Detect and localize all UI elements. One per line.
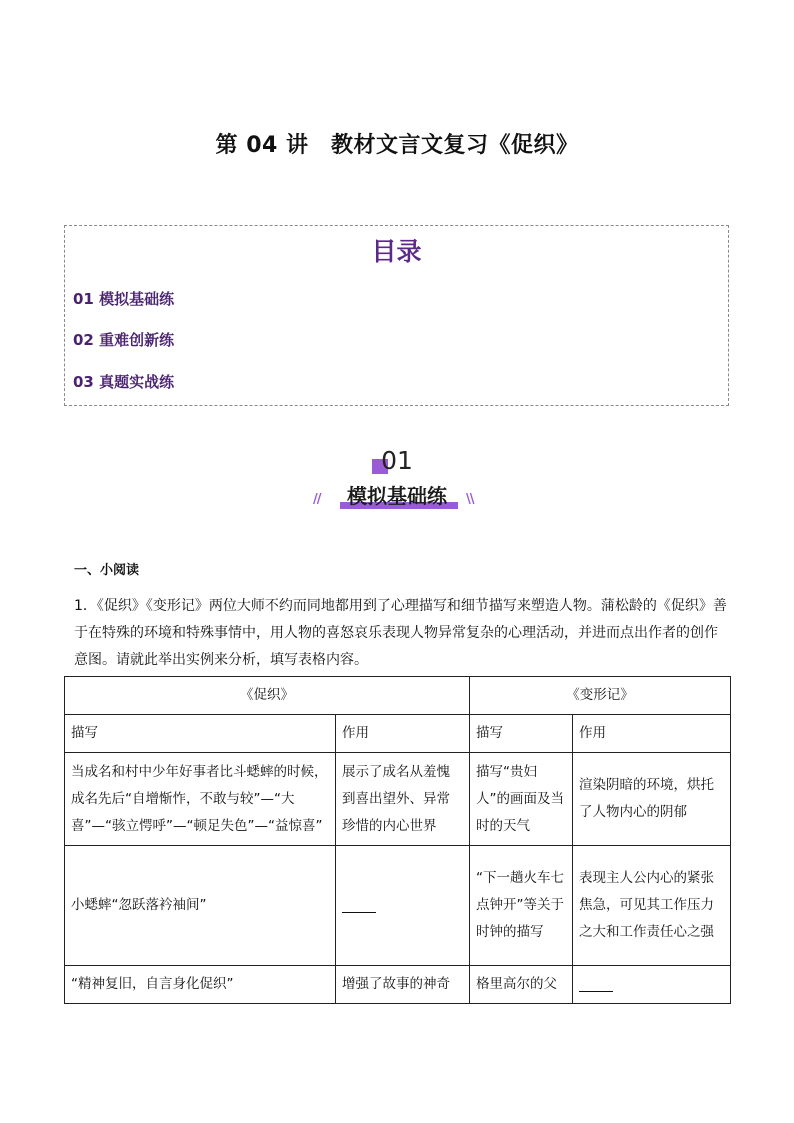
table-cell: 表现主人公内心的紧张焦急，可见其工作压力之大和工作责任心之强 bbox=[573, 846, 731, 966]
sub-header-cell: 作用 bbox=[573, 715, 731, 753]
question-text: 1．《促织》《变形记》两位大师不约而同地都用到了心理描写和细节描写来塑造人物。蒲松龄的《促织》善于在特殊的环境和特殊事情中，用人物的喜怒哀乐表现人物异常复杂的心理活动，并进而点出作者的创作意图。请就此举出实例来分析，填写表格内容。 bbox=[74, 598, 727, 668]
toc-item-2[interactable]: 02 重难创新练 bbox=[73, 331, 175, 349]
table-cell: “精神复旧，自言身化促织” bbox=[65, 966, 336, 1004]
right-slash-decoration: \\ bbox=[466, 492, 474, 507]
section-title: 模拟基础练 bbox=[347, 484, 447, 508]
sub-header-cell: 作用 bbox=[336, 715, 470, 753]
part-heading: 一、小阅读 bbox=[74, 563, 140, 578]
answer-blank[interactable] bbox=[579, 976, 613, 992]
table-cell: 渲染阴暗的环境，烘托了人物内心的阴郁 bbox=[573, 753, 731, 846]
toc-item-1[interactable]: 01 模拟基础练 bbox=[73, 290, 175, 308]
group-header-bianxingji: 《变形记》 bbox=[470, 677, 731, 715]
table-cell: “下一趟火车七点钟开”等关于时钟的描写 bbox=[470, 846, 573, 966]
comparison-table bbox=[64, 676, 731, 1004]
table-cell: 小蟋蟀“忽跃落衿袖间” bbox=[65, 846, 336, 966]
section-number: 01 bbox=[381, 446, 413, 475]
table-group-header-row bbox=[65, 677, 731, 715]
table-row bbox=[65, 846, 731, 966]
answer-blank-cell[interactable] bbox=[336, 846, 470, 966]
toc-item-3[interactable]: 03 真题实战练 bbox=[73, 373, 175, 391]
left-slash-decoration: // bbox=[313, 492, 321, 507]
table-of-contents bbox=[64, 225, 729, 406]
table-cell: 增强了故事的神奇 bbox=[336, 966, 470, 1004]
table-row bbox=[65, 753, 731, 846]
table-cell: 格里高尔的父 bbox=[470, 966, 573, 1004]
table-cell: 描写“贵妇人”的画面及当时的天气 bbox=[470, 753, 573, 846]
sub-header-cell: 描写 bbox=[65, 715, 336, 753]
table-sub-header-row bbox=[65, 715, 731, 753]
table-row bbox=[65, 966, 731, 1004]
table-cell: 当成名和村中少年好事者比斗蟋蟀的时候，成名先后“自增惭怍，不敢与较”—“大喜”—“骇立愕呼”—“顿足失色”—“益惊喜” bbox=[65, 753, 336, 846]
page-title: 第 04 讲 教材文言文复习《促织》 bbox=[215, 133, 579, 158]
answer-blank[interactable] bbox=[342, 897, 376, 913]
toc-heading: 目录 bbox=[371, 237, 422, 266]
table-cell: 展示了成名从羞愧到喜出望外、异常珍惜的内心世界 bbox=[336, 753, 470, 846]
answer-blank-cell[interactable] bbox=[573, 966, 731, 1004]
sub-header-cell: 描写 bbox=[470, 715, 573, 753]
group-header-cuzhi: 《促织》 bbox=[65, 677, 470, 715]
